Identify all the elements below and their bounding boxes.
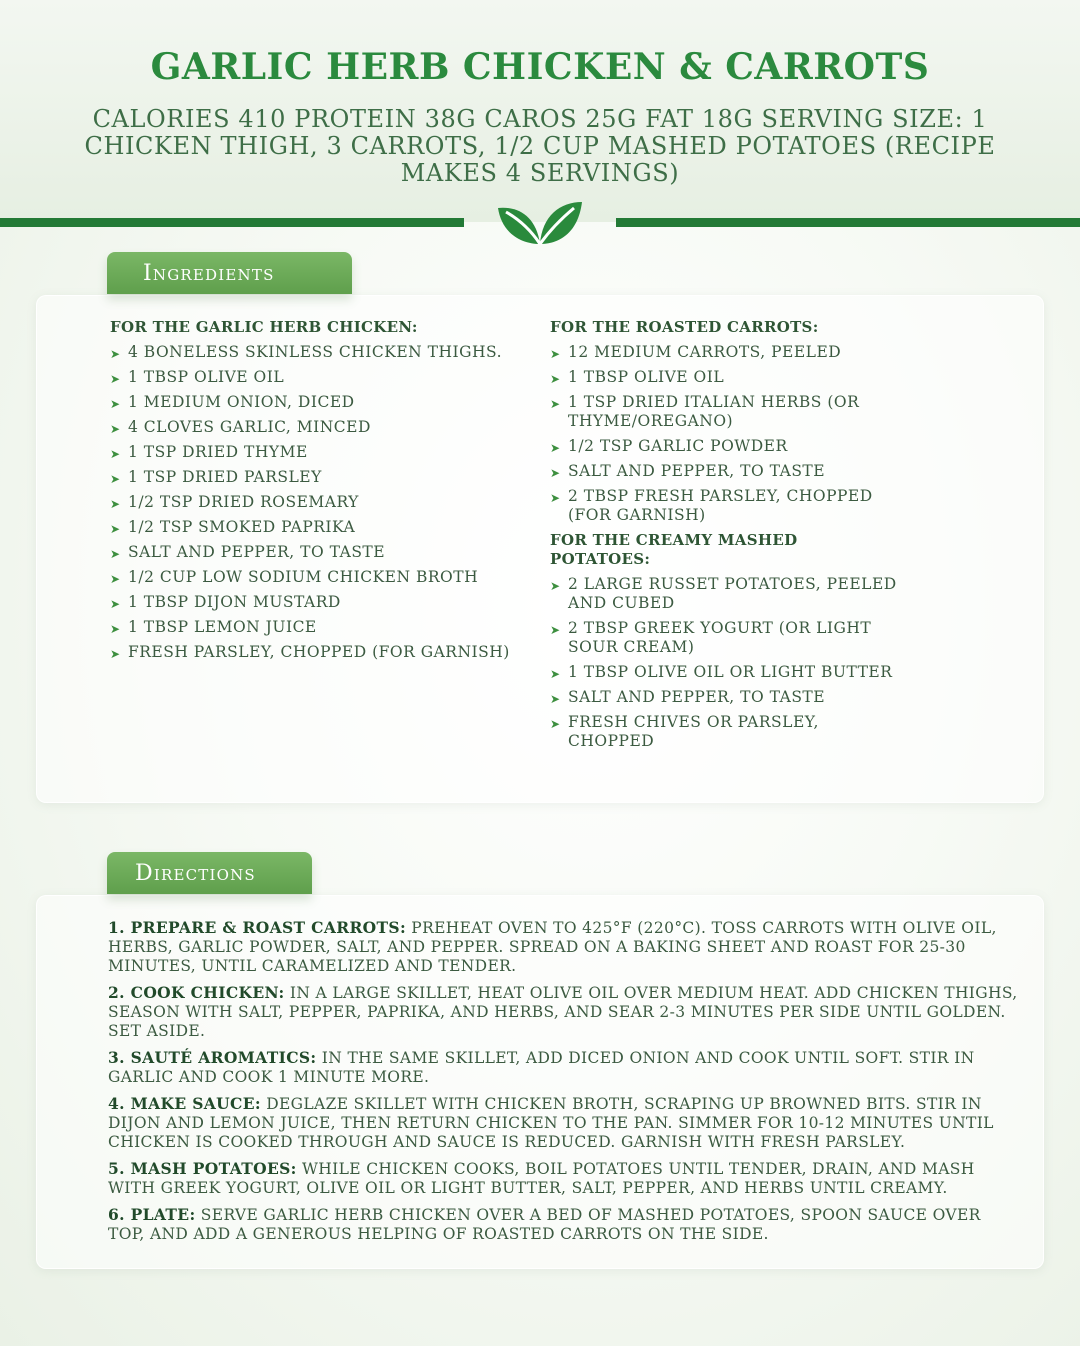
direction-step — [108, 918, 1018, 976]
arrow-bullet-icon: ➤ — [110, 397, 121, 411]
arrow-bullet-icon: ➤ — [110, 347, 121, 361]
step-text: PREHEAT OVEN TO 425°F (220°C). TOSS CARROTS WITH OLIVE OIL, HERBS, GARLIC POWDER, SALT, AND PEPPER. SPREAD ON A BAKING SHEET AND ROAST FOR 25-30 MINUTES, UNTIL CARAMELIZED AND TENDER. — [108, 919, 997, 975]
ingredient-item — [110, 368, 530, 387]
step-text: SERVE GARLIC HERB CHICKEN OVER A BED OF MASHED POTATOES, SPOON SAUCE OVER TOP, AND ADD A GENEROUS HELPING OF ROASTED CARROTS ON THE SIDE. — [108, 1206, 981, 1243]
ingredient-item — [550, 713, 910, 751]
ingredient-text: 1 TBSP DIJON MUSTARD — [128, 593, 341, 611]
potatoes-heading: FOR THE CREAMY MASHED POTATOES: — [550, 531, 798, 568]
arrow-bullet-icon: ➤ — [110, 647, 121, 661]
ingredient-item — [110, 518, 530, 537]
arrow-bullet-icon: ➤ — [110, 597, 121, 611]
ingredient-text: SALT AND PEPPER, TO TASTE — [568, 462, 826, 480]
direction-step — [108, 1048, 1018, 1087]
direction-step — [108, 983, 1018, 1041]
arrow-bullet-icon: ➤ — [550, 579, 561, 593]
ingredient-text: 1/2 TSP SMOKED PAPRIKA — [128, 518, 356, 536]
recipe-title: GARLIC HERB CHICKEN & CARROTS — [150, 46, 930, 88]
ingredient-text: 1 TBSP LEMON JUICE — [128, 618, 317, 636]
ingredient-item — [110, 543, 530, 562]
ingredient-item — [550, 688, 910, 707]
ingredient-item — [550, 393, 910, 431]
ingredient-text: FRESH PARSLEY, CHOPPED (FOR GARNISH) — [128, 643, 510, 661]
ingredient-item — [550, 619, 910, 657]
ingredient-text: 4 CLOVES GARLIC, MINCED — [128, 418, 371, 436]
ingredient-text: 4 BONELESS SKINLESS CHICKEN THIGHS. — [128, 343, 503, 361]
ingredient-text: SALT AND PEPPER, TO TASTE — [128, 543, 386, 561]
ingredient-text: 1 TBSP OLIVE OIL — [128, 368, 285, 386]
header-rule-left — [0, 218, 464, 227]
ingredient-text: SALT AND PEPPER, TO TASTE — [568, 688, 826, 706]
ingredients-tab: Ingredients — [107, 252, 352, 294]
arrow-bullet-icon: ➤ — [550, 692, 561, 706]
arrow-bullet-icon: ➤ — [550, 623, 561, 637]
step-text: IN THE SAME SKILLET, ADD DICED ONION AND COOK UNTIL SOFT. STIR IN GARLIC AND COOK 1 MINUTE MORE. — [108, 1049, 975, 1086]
chicken-heading: FOR THE GARLIC HERB CHICKEN: — [110, 318, 418, 336]
arrow-bullet-icon: ➤ — [110, 547, 121, 561]
ingredient-item — [550, 575, 910, 613]
ingredient-text: 2 LARGE RUSSET POTATOES, PEELED AND CUBED — [568, 575, 897, 612]
ingredient-text: 1 TBSP OLIVE OIL — [568, 368, 725, 386]
ingredient-text: 1 TSP DRIED ITALIAN HERBS (OR THYME/OREGANO) — [568, 393, 860, 430]
direction-step — [108, 1094, 1018, 1152]
ingredient-text: 1/2 TSP GARLIC POWDER — [568, 437, 788, 455]
arrow-bullet-icon: ➤ — [110, 522, 121, 536]
step-label: 5. MASH POTATOES: — [108, 1159, 297, 1178]
arrow-bullet-icon: ➤ — [110, 372, 121, 386]
ingredient-text: 1/2 CUP LOW SODIUM CHICKEN BROTH — [128, 568, 479, 586]
header-rule-right — [616, 218, 1080, 227]
ingredient-item — [110, 443, 530, 462]
direction-step — [108, 1159, 1018, 1198]
directions-tab: Directions — [107, 852, 312, 894]
arrow-bullet-icon: ➤ — [110, 572, 121, 586]
ingredient-item — [550, 343, 910, 362]
arrow-bullet-icon: ➤ — [550, 667, 561, 681]
ingredient-item — [110, 468, 530, 487]
step-label: 1. PREPARE & ROAST CARROTS: — [108, 918, 407, 937]
carrots-heading: FOR THE ROASTED CARROTS: — [550, 318, 819, 336]
arrow-bullet-icon: ➤ — [550, 466, 561, 480]
ingredient-item — [110, 643, 530, 662]
step-label: 3. SAUTÉ AROMATICS: — [108, 1048, 317, 1067]
arrow-bullet-icon: ➤ — [110, 422, 121, 436]
ingredient-text: 1 MEDIUM ONION, DICED — [128, 393, 355, 411]
ingredient-item — [110, 493, 530, 512]
ingredient-text: 2 TBSP GREEK YOGURT (OR LIGHT SOUR CREAM) — [568, 619, 872, 656]
ingredient-item — [550, 368, 910, 387]
arrow-bullet-icon: ➤ — [550, 347, 561, 361]
chicken-ingredient-list — [110, 343, 530, 662]
ingredient-item — [550, 437, 910, 456]
leaf-icon — [492, 194, 588, 250]
arrow-bullet-icon: ➤ — [550, 491, 561, 505]
step-label: 2. COOK CHICKEN: — [108, 983, 285, 1002]
ingredient-item — [110, 343, 530, 362]
arrow-bullet-icon: ➤ — [110, 497, 121, 511]
step-text: WHILE CHICKEN COOKS, BOIL POTATOES UNTIL TENDER, DRAIN, AND MASH WITH GREEK YOGURT, OLIVE OIL OR LIGHT BUTTER, SALT, PEPPER, AND HERBS UNTIL CREAMY. — [108, 1160, 975, 1197]
ingredient-item — [550, 462, 910, 481]
ingredient-text: FRESH CHIVES OR PARSLEY, CHOPPED — [568, 713, 819, 750]
ingredient-item — [110, 393, 530, 412]
ingredient-item — [550, 663, 910, 682]
ingredient-text: 1/2 TSP DRIED ROSEMARY — [128, 493, 359, 511]
nutrition-summary: CALORIES 410 PROTEIN 38G CAROS 25G FAT 18G SERVING SIZE: 1 CHICKEN THIGH, 3 CARROTS, 1/2 CUP MASHED POTATOES (RECIPE MAKES 4 SERVINGS) — [84, 105, 996, 187]
ingredient-item — [110, 418, 530, 437]
potatoes-ingredient-list — [550, 575, 910, 751]
arrow-bullet-icon: ➤ — [550, 717, 561, 731]
ingredient-item — [110, 593, 530, 612]
arrow-bullet-icon: ➤ — [550, 397, 561, 411]
arrow-bullet-icon: ➤ — [550, 441, 561, 455]
ingredient-text: 12 MEDIUM CARROTS, PEELED — [568, 343, 842, 361]
ingredient-text: 1 TSP DRIED PARSLEY — [128, 468, 322, 486]
ingredients-column-right — [550, 318, 910, 757]
arrow-bullet-icon: ➤ — [550, 372, 561, 386]
ingredient-text: 1 TBSP OLIVE OIL OR LIGHT BUTTER — [568, 663, 893, 681]
arrow-bullet-icon: ➤ — [110, 447, 121, 461]
carrots-ingredient-list — [550, 343, 910, 525]
step-label: 6. PLATE: — [108, 1205, 196, 1224]
ingredient-text: 2 TBSP FRESH PARSLEY, CHOPPED (FOR GARNISH) — [568, 487, 873, 524]
ingredient-item — [550, 487, 910, 525]
ingredient-item — [110, 618, 530, 637]
ingredient-item — [110, 568, 530, 587]
ingredients-column-left — [110, 318, 530, 668]
step-text: IN A LARGE SKILLET, HEAT OLIVE OIL OVER MEDIUM HEAT. ADD CHICKEN THIGHS, SEASON WITH SALT, PEPPER, PAPRIKA, AND HERBS, AND SEAR 2-3 MINUTES PER SIDE UNTIL GOLDEN. SET ASIDE. — [108, 984, 1018, 1040]
arrow-bullet-icon: ➤ — [110, 472, 121, 486]
arrow-bullet-icon: ➤ — [110, 622, 121, 636]
ingredient-text: 1 TSP DRIED THYME — [128, 443, 308, 461]
step-label: 4. MAKE SAUCE: — [108, 1094, 261, 1113]
directions-list — [108, 918, 1018, 1251]
direction-step — [108, 1205, 1018, 1244]
step-text: DEGLAZE SKILLET WITH CHICKEN BROTH, SCRAPING UP BROWNED BITS. STIR IN DIJON AND LEMON JUICE, THEN RETURN CHICKEN TO THE PAN. SIMMER FOR 10-12 MINUTES UNTIL CHICKEN IS COOKED THROUGH AND SAUCE IS REDUCED. GARNISH WITH FRESH PARSLEY. — [108, 1095, 994, 1151]
